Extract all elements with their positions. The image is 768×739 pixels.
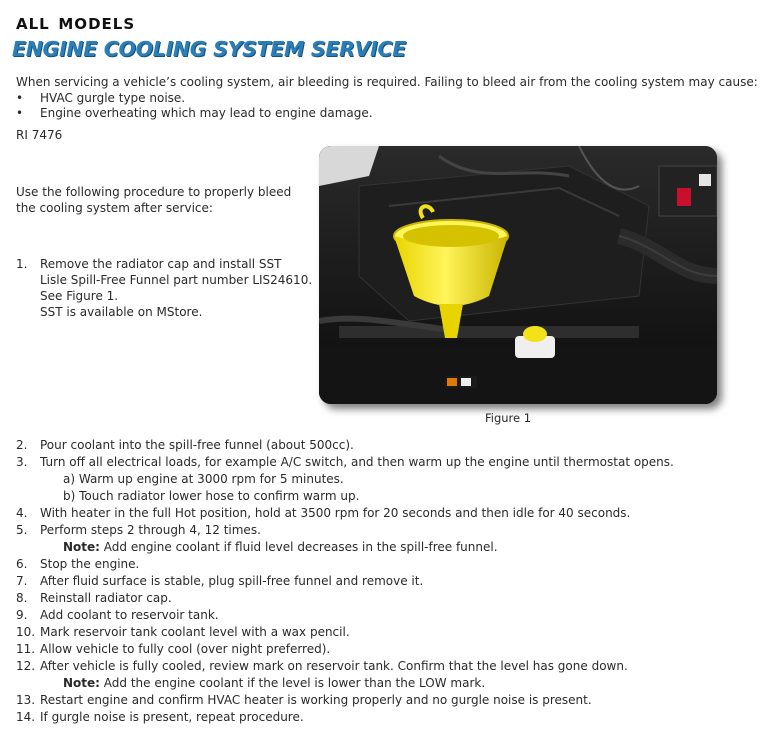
step-text: Perform steps 2 through 4, 12 times. [40,523,261,537]
step-item [16,607,756,624]
bullet-icon: • [16,91,24,105]
step-number: 2. [16,438,28,452]
figure-1-engine-photo [319,146,717,404]
step-item [16,590,756,607]
step-item [16,658,756,675]
step-note [16,539,756,556]
figure-caption: Figure 1 [485,411,532,425]
note-text: Add engine coolant if fluid level decreases in the spill-free funnel. [99,540,498,554]
step-text: Turn off all electrical loads, for example A/C switch, and then warm up the engine until thermostat opens. [40,455,674,469]
step-item [16,692,756,709]
note-label: Note: [63,540,100,554]
step-text: b) Touch radiator lower hose to confirm warm up. [63,489,360,503]
step-number: 3. [16,455,28,469]
step-item [16,437,756,454]
reference-number: RI 7476 [16,128,63,142]
step-1-line: SST is available on MStore. [40,305,203,319]
step-item [16,505,756,522]
step-number: 4. [16,506,28,520]
step-text: Add coolant to reservoir tank. [40,608,219,622]
step-item [16,556,756,573]
note-label: Note: [63,676,100,690]
intro-paragraph: When servicing a vehicle’s cooling system, air bleeding is required. Failing to bleed air from the cooling system may cause: [16,75,758,89]
step-number: 11. [16,642,36,656]
step-number: 5. [16,523,28,537]
step-1-line: See Figure 1. [40,289,119,303]
bullet-text: Engine overheating which may lead to engine damage. [40,106,373,120]
step-text: Restart engine and confirm HVAC heater is working properly and no gurgle noise is present. [40,693,592,707]
step-item [16,709,756,726]
step-number: 8. [16,591,28,605]
step-number: 7. [16,574,28,588]
step-text: With heater in the full Hot position, hold at 3500 rpm for 20 seconds and then idle for 40 seconds. [40,506,631,520]
step-text: If gurgle noise is present, repeat procedure. [40,710,304,724]
step-item [16,573,756,590]
step-text: After fluid surface is stable, plug spill-free funnel and remove it. [40,574,424,588]
procedure-intro-line: the cooling system after service: [16,201,213,215]
procedure-intro [16,184,306,216]
step-item [16,454,756,471]
note-text: Add the engine coolant if the level is lower than the LOW mark. [99,676,486,690]
step-text: After vehicle is fully cooled, review mark on reservoir tank. Confirm that the level has gone down. [40,659,628,673]
step-number: 14. [16,710,36,724]
bullet-text: HVAC gurgle type noise. [40,91,186,105]
steps-list [16,437,756,726]
step-item [16,624,756,641]
step-text: Reinstall radiator cap. [40,591,172,605]
step-1-line: Lisle Spill-Free Funnel part number LIS24610. [40,273,313,287]
bullet-icon: • [16,106,24,120]
step-text: Allow vehicle to fully cool (over night preferred). [40,642,331,656]
step-number: 10. [16,625,36,639]
procedure-intro-line: Use the following procedure to properly bleed [16,185,292,199]
step-item [16,522,756,539]
step-subitem [16,488,756,505]
step-item [16,641,756,658]
step-number: 9. [16,608,28,622]
step-text: Pour coolant into the spill-free funnel (about 500cc). [40,438,354,452]
step-number: 1. [16,257,28,271]
step-text: Stop the engine. [40,557,140,571]
step-text: a) Warm up engine at 3000 rpm for 5 minutes. [63,472,344,486]
step-number: 13. [16,693,36,707]
document-brand-title: all models [16,10,136,35]
step-number: 12. [16,659,36,673]
step-text: Mark reservoir tank coolant level with a wax pencil. [40,625,350,639]
document-title: ENGINE COOLING SYSTEM SERVICE [12,37,406,61]
step-note [16,675,756,692]
step-number: 6. [16,557,28,571]
step-subitem [16,471,756,488]
step-1-line: Remove the radiator cap and install SST [40,257,282,271]
